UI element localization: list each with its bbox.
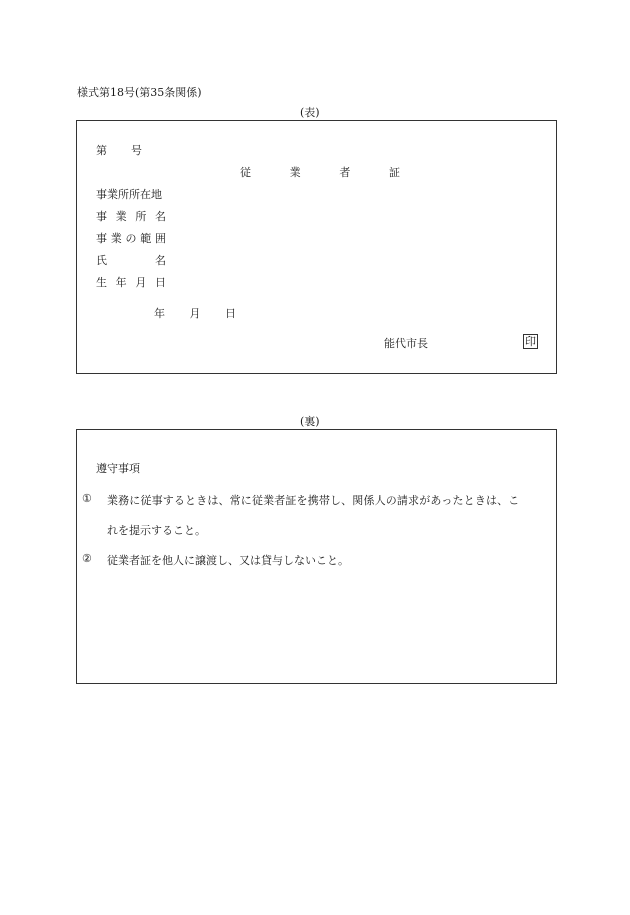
label-char: 生: [96, 276, 107, 289]
label-char: 事: [96, 232, 107, 245]
rule-text: 業務に従事するときは、常に従業者証を携帯し、関係人の請求があったときは、こ: [107, 494, 520, 507]
title-char: 者: [339, 166, 351, 179]
rule-number: ②: [82, 552, 92, 565]
field-label-office-name: [96, 208, 166, 224]
title-char: 業: [289, 166, 301, 179]
field-label-business-scope: [96, 230, 166, 246]
form-number: 様式第18号(第35条関係): [77, 86, 202, 99]
field-label-office-location: [96, 186, 166, 202]
front-card: [76, 120, 557, 374]
date-char: 年: [154, 307, 165, 320]
label-char: 囲: [155, 232, 166, 245]
label-char: 事: [96, 210, 107, 223]
rules-heading: 遵守事項: [96, 462, 140, 475]
front-side-heading: (表): [300, 106, 320, 119]
label-char: 名: [155, 254, 166, 267]
date-char: 日: [225, 307, 236, 320]
rule-text-continuation: れを提示すること。: [107, 524, 206, 537]
issue-date-line: [154, 305, 236, 321]
rule-text: 従業者証を他人に譲渡し、又は貸与しないこと。: [107, 554, 349, 567]
title-char: 証: [388, 166, 400, 179]
seal-mark: 印: [525, 335, 536, 348]
label-char: 月: [135, 276, 147, 289]
label-char: 所: [135, 210, 147, 223]
back-side-heading: (裏): [300, 415, 320, 428]
certificate-title: [240, 164, 400, 180]
label-char: 氏: [96, 254, 107, 267]
label-text: 事業所所在地: [96, 188, 162, 201]
field-label-birthdate: [96, 274, 166, 290]
certificate-number-label: 第: [96, 144, 107, 157]
label-char: 日: [154, 276, 166, 289]
title-char: 従: [240, 166, 251, 179]
label-char: 年: [115, 276, 127, 289]
field-label-name: [96, 252, 166, 268]
label-char: の: [125, 232, 137, 245]
issuer-name: 能代市長: [384, 337, 428, 350]
label-char: 業: [110, 232, 122, 245]
date-char: 月: [189, 307, 201, 320]
certificate-number-suffix: 号: [131, 144, 142, 157]
rule-number: ①: [82, 492, 92, 505]
label-char: 範: [140, 232, 152, 245]
label-char: 業: [115, 210, 127, 223]
label-char: 名: [154, 210, 166, 223]
